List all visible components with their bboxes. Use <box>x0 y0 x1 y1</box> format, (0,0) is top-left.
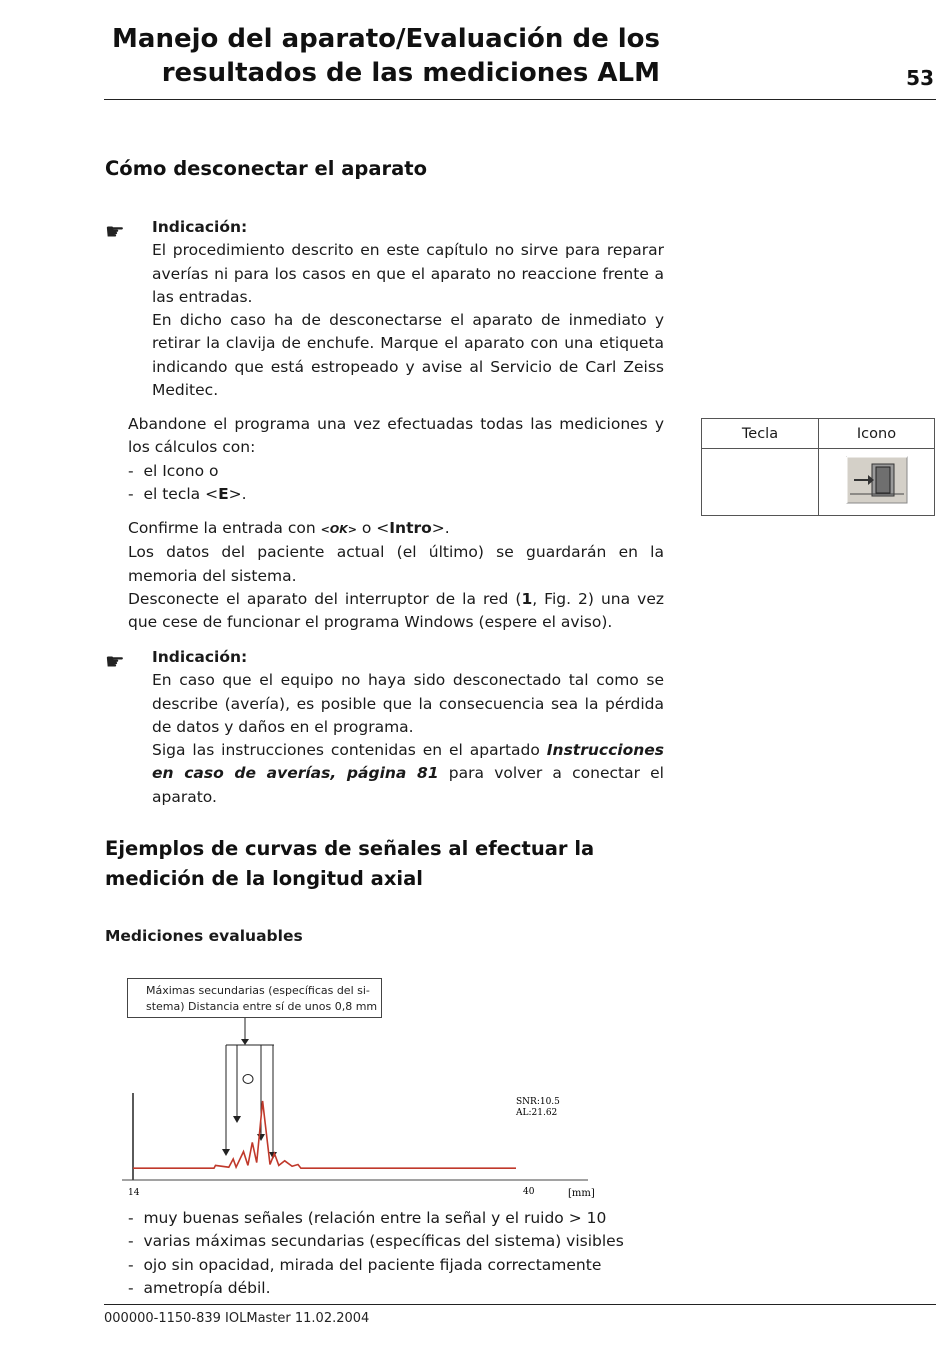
section-title-ejemplos: Ejemplos de curvas de señales al efectuar la medición de la longitud axial <box>105 837 595 890</box>
subsection-title: Mediciones evaluables <box>105 927 303 945</box>
cross-reference-link: Instrucciones en caso de averías, página 81 <box>152 741 664 783</box>
al-readout: AL:21.62 <box>516 1108 558 1118</box>
snr-readout: SNR:10.5 <box>516 1097 560 1107</box>
header-title-line1: Manejo del aparato/Evaluación de los <box>112 24 660 54</box>
table-header-tecla: Tecla <box>702 419 819 449</box>
pointing-hand-icon: ☛ <box>105 220 125 245</box>
x-tick-label: 40 <box>523 1187 535 1197</box>
note-label: Indicación: <box>152 218 248 236</box>
note-text: El procedimiento descrito en este capítulo no sirve para reparar averías ni para los casos en que el aparato no reaccione frente a las entradas. <box>152 241 664 306</box>
page-header-title <box>105 22 660 90</box>
intro-key-label: Intro <box>389 519 432 538</box>
list-item: - varias máximas secundarias (específicas del sistema) visibles <box>128 1232 624 1251</box>
table-header-icono: Icono <box>819 419 935 449</box>
section-title-desconectar: Cómo desconectar el aparato <box>105 157 427 180</box>
note-text: En caso que el equipo no haya sido desconectado tal como se describe (avería), es posible que la consecuencia sea la pérdida de datos y daños en el programa. <box>152 671 664 736</box>
paragraph-text: Abandone el programa una vez efectuadas todas las mediciones y los cálculos con: <box>128 415 664 457</box>
note-indicacion-2: Indicación: En caso que el equipo no haya sido desconectado tal como se describe (avería), es posible que la consecuencia sea la pérdida de datos y daños en el programa. Siga las instrucciones contenidas en el apartado Instrucciones en caso de averías, página 81 para volver a conectar el aparato. <box>152 648 664 806</box>
page-number: 53 <box>906 66 934 90</box>
note-indicacion-1 <box>152 216 664 402</box>
result-list <box>128 1207 664 1300</box>
x-axis-unit: [mm] <box>568 1188 595 1199</box>
footer-rule <box>104 1304 936 1305</box>
ok-key-label: <OK> <box>320 523 357 537</box>
signal-curve-chart <box>118 1018 598 1200</box>
pointing-hand-icon: ☛ <box>105 650 125 675</box>
header-rule <box>104 99 936 100</box>
note-text: En dicho caso ha de desconectarse el aparato de inmediato y retirar la clavija de enchufe. Marque el aparato con una etiqueta indicando que está estropeado y avise al Servicio de Carl Zeiss Meditec. <box>152 311 664 400</box>
footer-document-id: 000000-1150-839 IOLMaster 11.02.2004 <box>104 1311 370 1326</box>
table-cell-tecla <box>702 449 819 516</box>
list-item: - el tecla <E>. <box>128 484 247 503</box>
instructions-block: Abandone el programa una vez efectuadas todas las mediciones y los cálculos con: - el Icono o - el tecla <E>. Confirme la entrada con <OK> o <Intro>. Los datos del paciente actual (el último) se guardarán en la memoria del sistema. Desconecte el aparato del interruptor de la red (1, Fig. 2) una vez que cese de funcionar el programa Windows (espere el aviso). <box>128 415 664 632</box>
list-item: - ametropía débil. <box>128 1278 271 1297</box>
exit-door-icon[interactable] <box>846 456 908 508</box>
table-cell-icono <box>819 449 935 516</box>
list-item: - muy buenas señales (relación entre la señal y el ruido > 10 <box>128 1209 607 1227</box>
key-icon-table <box>701 418 935 516</box>
list-item: - el Icono o <box>128 461 219 480</box>
x-tick-label: 14 <box>128 1188 140 1198</box>
paragraph-text: Los datos del paciente actual (el último) se guardarán en la memoria del sistema. <box>128 543 664 585</box>
chart-callout-box: Máximas secundarias (específicas del si- stema) Distancia entre sí de unos 0,8 mm <box>127 978 382 1018</box>
signal-series-line <box>133 1101 516 1168</box>
list-item: - ojo sin opacidad, mirada del paciente fijada correctamente <box>128 1255 602 1274</box>
header-title-line2: resultados de las mediciones ALM <box>161 58 660 88</box>
note-label: Indicación: <box>152 648 248 666</box>
